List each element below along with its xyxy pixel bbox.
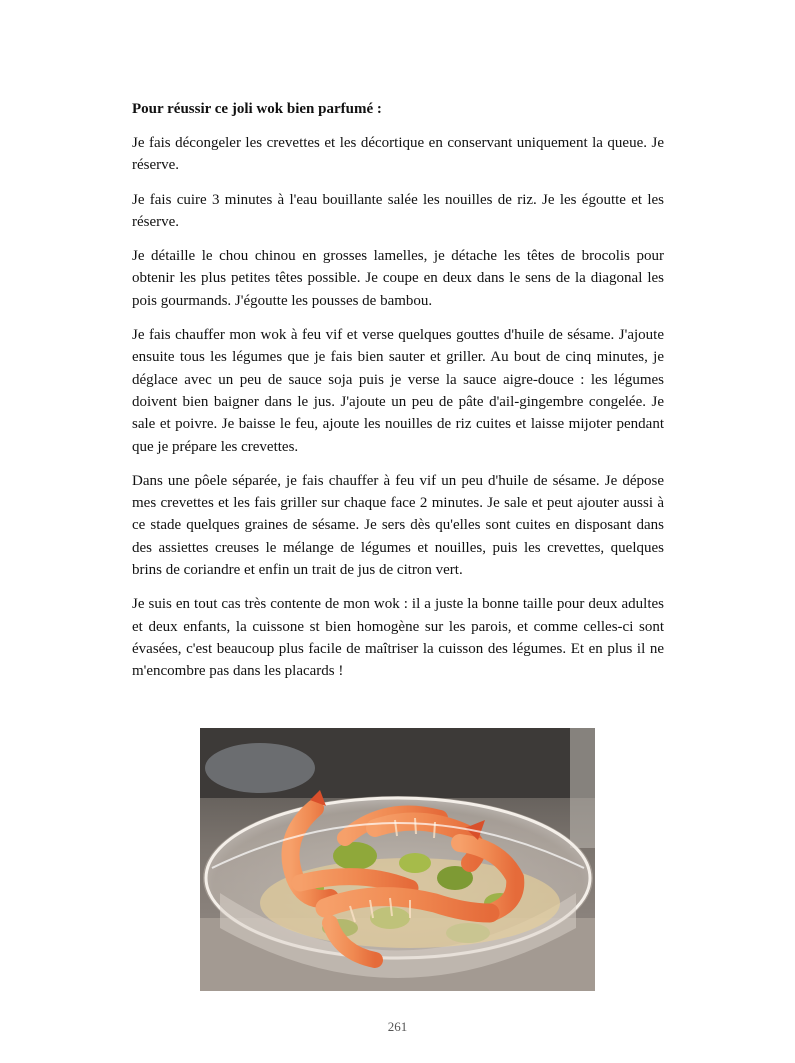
paragraph-5: Dans une pôele séparée, je fais chauffer à feu vif un peu d'huile de sésame. Je dépose mes crevettes et les fais griller sur chaque face 2 minutes. Je sale et peut ajouter aussi à ce stade quelques graines de sésame. Je sers dès qu'elles sont cuites en disposant dans des assiettes creuses le mélange de légumes et nouilles, puis les crevettes, quelques brins de coriandre et enfin un trait de jus de citron vert. [132, 472, 664, 579]
paragraph-1: Je fais décongeler les crevettes et les décortique en conservant uniquement la queue. Je réserve. [132, 135, 664, 174]
paragraph-3: Je détaille le chou chinou en grosses lamelles, je détache les têtes de brocolis pour obtenir les plus petites têtes possible. Je coupe en deux dans le sens de la diagonal les pois gourmands. J'égoutte les pousses de bambou. [132, 248, 664, 309]
recipe-photo [200, 728, 595, 991]
paragraph-6: Je suis en tout cas très contente de mon wok : il a juste la bonne taille pour deux adultes et deux enfants, la cuissone st bien homogène sur les parois, et comme celles-ci sont évasées, c'est beaucoup plus facile de maîtriser la cuisson des légumes. Et en plus il ne m'encombre pas dans les placards ! [132, 596, 664, 680]
section-heading: Pour réussir ce joli wok bien parfumé : [132, 101, 382, 117]
shrimp-bowl-illustration [200, 728, 595, 991]
paragraph-4: Je fais chauffer mon wok à feu vif et verse quelques gouttes d'huile de sésame. J'ajoute ensuite tous les légumes que je fais bien sauter et griller. Au bout de cinq minutes, je déglace avec un peu de sauce soja puis je verse la sauce aigre-douce : les légumes doivent bien baigner dans le jus. J'ajoute un peu de pâte d'ail-gingembre congelée. Je sale et poivre. Je baisse le feu, ajoute les nouilles de riz cuites et laisse mijoter pendant que je prépare les crevettes. [132, 327, 664, 455]
paragraph-2: Je fais cuire 3 minutes à l'eau bouillante salée les nouilles de riz. Je les égoutte et les réserve. [132, 191, 664, 230]
page-body [132, 98, 664, 695]
page-number: 261 [387, 1019, 408, 1034]
